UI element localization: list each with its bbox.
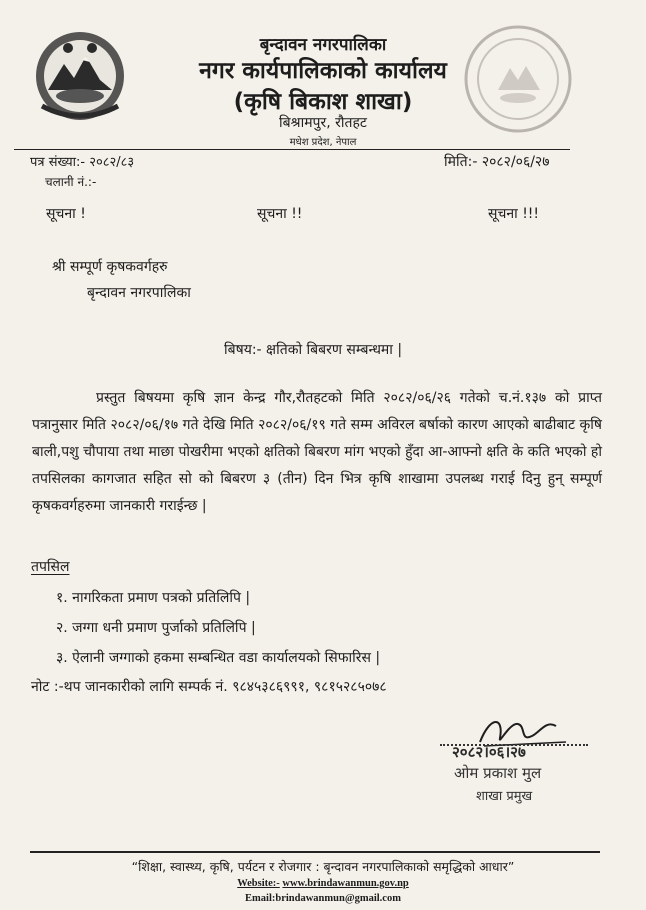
contact-note: नोट :-थप जानकारीको लागि सम्पर्क नं. ९८४५३८६९९१, ९८१५२८५०७८ [31, 679, 387, 695]
list-item: १. नागरिकता प्रमाण पत्रको प्रतिलिपि | [56, 590, 251, 606]
notice-heading-1: सूचना ! [46, 206, 86, 222]
signature-date: २०८२।०६।२७ [452, 743, 526, 761]
footer-email[interactable]: Email:brindawanmun@gmail.com [245, 893, 401, 904]
signatory-title: शाखा प्रमुख [476, 789, 533, 804]
letter-body [32, 385, 602, 520]
recipient-line-1: श्री सम्पूर्ण कृषकवर्गहरु [52, 259, 168, 275]
office-name: नगर कार्यपालिकाको कार्यालय [199, 58, 447, 84]
municipality-name: बृन्दावन नगरपालिका [259, 35, 387, 55]
footer-motto: “शिक्षा, स्वास्थ्य, कृषि, पर्यटन र रोजगार : बृन्दावन नगरपालिकाको समृद्धिको आधार” [131, 859, 515, 874]
website-link[interactable]: www.brindawanmun.gov.np [282, 878, 409, 889]
letter-subject: बिषय:- क्षतिको बिबरण सम्बन्धमा | [224, 342, 403, 358]
list-item: २. जग्गा धनी प्रमाण पुर्जाको प्रतिलिपि | [56, 620, 256, 636]
header-divider [14, 149, 570, 150]
office-address: बिश्रामपुर, रौतहट [279, 115, 367, 131]
dispatch-number: चलानी नं.:- [45, 175, 97, 189]
signatory-name: ओम प्रकाश मुल [454, 764, 542, 782]
office-province: मधेश प्रदेश, नेपाल [289, 137, 357, 148]
body-paragraph: प्रस्तुत बिषयमा कृषि ज्ञान केन्द्र गौर,रौतहटको मिति २०८२/०६/२६ गतेको च.नं.१३७ को प्राप्त पत्रानुसार मिति २०८२/०६/१७ गते देखि मिति २०८२/०६/१९ गते सम्म अविरल बर्षाको कारण आएको बाढीबाट कृषि बाली,पशु चौपाया तथा माछा पोखरीमा भएको क्षतिको बिबरण मांग भएको हुँदा आ-आफ्नो क्षति के कति भएको हो तपसिलका कागजात सहित सो को बिबरण ३ (तीन) दिन भित्र कृषि शाखामा उपलब्ध गराई दिनु हुन् सम्पूर्ण कृषकवर्गहरुमा जानकारी गराईन्छ | [32, 390, 602, 514]
footer-divider [30, 851, 600, 853]
office-seal-stamp-icon [458, 20, 578, 138]
website-label: Website:- [237, 878, 280, 889]
letter-date: मिति:- २०८२/०६/२७ [444, 154, 550, 170]
list-item: ३. ऐलानी जग्गाको हकमा सम्बन्धित वडा कार्यालयको सिफारिस | [56, 650, 381, 666]
notice-heading-3: सूचना !!! [488, 206, 540, 222]
branch-name: (कृषि बिकाश शाखा) [233, 89, 413, 115]
footer-website [0, 878, 646, 889]
reference-number: पत्र संख्या:- २०८२/८३ [30, 155, 135, 170]
recipient-line-2: बृन्दावन नगरपालिका [87, 285, 191, 301]
notice-heading-2: सूचना !! [257, 206, 303, 222]
tapsil-heading: तपसिल [31, 559, 70, 575]
